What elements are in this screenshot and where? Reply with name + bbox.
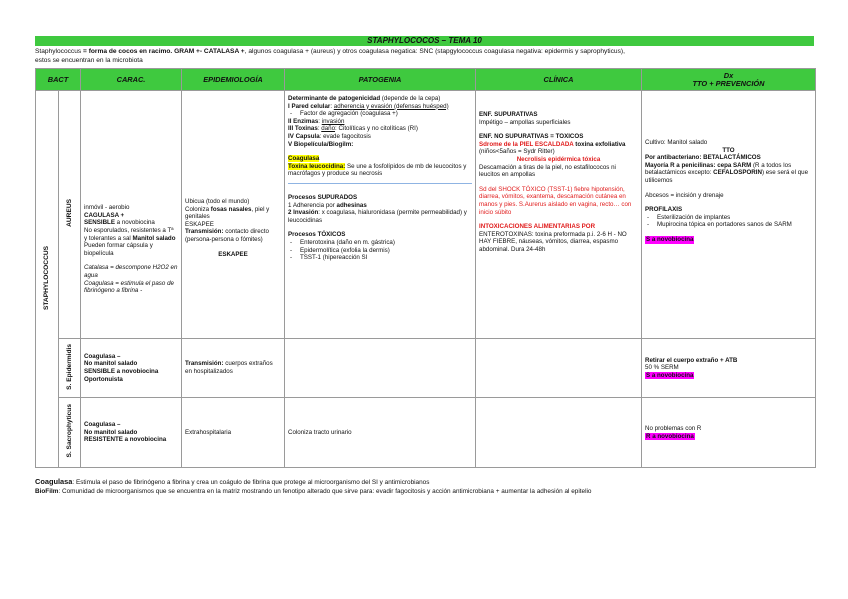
table-header-row — [36, 69, 816, 91]
header-dx-tto — [642, 69, 816, 91]
text-line: 1 Adherencia por — [288, 201, 337, 209]
text-line: Sdrome de la PIEL ESCALDADA — [479, 140, 574, 148]
text-line: a novobiocina — [122, 436, 167, 444]
text-line: I Pared celular — [288, 102, 331, 110]
epidermidis-epidemiologia — [182, 339, 285, 398]
text-line: Cultivo: Manitol salado — [645, 139, 708, 146]
text-line: Determinante de patogenicidad — [288, 95, 381, 102]
text-line: 50 % SERM — [645, 364, 679, 372]
text-line: Se une a fosfolípidos de mb de leucocitos y macrófagos y produce su necrosis — [288, 162, 467, 178]
table-row-epidermidis — [36, 339, 816, 398]
saprophyticus-tto — [642, 398, 816, 468]
text-line: Pueden formar cápsula y biopelícula — [84, 242, 153, 257]
text-line: : Citolíticas y no citolíticas (RI) — [335, 125, 418, 133]
text-line: 2 Invasión — [288, 209, 319, 217]
text-line: INTOXICACIONES ALIMENTARIAS POR — [479, 223, 596, 231]
saprophyticus-epidemiologia: Extrahospitalaria — [182, 398, 285, 468]
text-line: Transmisión: — [185, 228, 224, 236]
header-dx: Dx — [723, 70, 734, 80]
text-line: Procesos TÓXICOS — [288, 231, 346, 239]
text-line: Coagulasa = estimula el paso de fibrinógeno a fibrina - — [84, 279, 174, 295]
text-line: No esporulados, resistentes a Tª y tolerantes a sal — [84, 227, 174, 242]
text-line: RESISTENTE — [84, 436, 123, 444]
text-line: No manitol salado — [84, 428, 138, 436]
text-line: Manitol salado — [132, 234, 176, 242]
header-tto: TTO + PREVENCIÓN — [692, 78, 765, 88]
text-line: inmóvil - aerobio — [84, 204, 130, 212]
text-line: Procesos SUPURADOS — [288, 193, 358, 201]
text-line: No manitol salado — [84, 360, 138, 368]
text-line: III Toxinas — [288, 125, 318, 133]
text-line: : — [318, 117, 322, 125]
table-row-aureus — [36, 91, 816, 339]
divider — [288, 183, 472, 184]
text-line: Transmisión: — [185, 360, 224, 368]
text-line: adherencia y evasión (defensas huésped) — [333, 102, 449, 110]
text-line: ) ese será el que utilicemos — [645, 169, 809, 184]
list-item: - Factor de agregación (coagulasa +) — [300, 110, 472, 118]
text-line: , piel y genitales — [185, 205, 270, 221]
highlight-text: Toxina leucocidina: — [288, 162, 346, 170]
text-line: ENTEROTOXINAS: toxina preformada p.i. 2-6 H - NO HAY FIEBRE, náuseas, vómitos, diarrea, espasmo abdominal. Dura 24-48h — [479, 230, 627, 253]
text-line: SENSIBLE — [84, 219, 117, 227]
epidermidis-patogenia — [285, 339, 476, 398]
text-line: Por antibacteriano: — [645, 154, 704, 162]
list-item: - Mupirocina tópica en portadores sanos de SARM — [657, 221, 812, 229]
text-line: contacto directo (persona-persona o fómites) — [185, 228, 269, 243]
list-item: - Enterotoxina (daño en m. gástrica) — [300, 239, 472, 247]
text-line: II Enzimas — [288, 117, 319, 125]
text-line: TTO — [722, 146, 735, 154]
text-line: IV Capsula — [288, 132, 320, 140]
text-line: daño — [321, 125, 336, 133]
footnote-term: BioFilm — [35, 487, 59, 495]
page-title: STAPHYLOCOCOS – TEMA 10 — [35, 36, 814, 46]
text-line: V Biopelícula/Biogilm: — [288, 140, 354, 148]
novobiocina-badge: R a novobiocina — [646, 432, 694, 440]
intro-text-2: estos se encuentran en la microbiota — [35, 57, 143, 64]
text-line: Coloniza — [185, 205, 211, 213]
text-line: ESKAPEE — [218, 250, 248, 258]
epidermidis-clinica — [476, 339, 642, 398]
species-cell-saprophyticus — [59, 398, 81, 468]
intro-subject: Staphylococcus — [35, 48, 84, 55]
highlight-text: Coagulasa — [288, 155, 320, 163]
genus-cell — [36, 91, 59, 468]
text-line: Oportonuista — [84, 375, 123, 383]
header-carac: CARAC. — [81, 69, 182, 91]
list-item: - TSST-1 (hipereacción SI — [300, 254, 472, 262]
species-label-aureus: AUREUS — [65, 199, 73, 228]
text-line: adhesinas — [336, 201, 367, 209]
text-line: Abcesos = incisión y drenaje — [645, 191, 724, 199]
list-item: - Epidermolítica (exfolia la dermis) — [300, 247, 472, 255]
species-label-saprophyticus: S. Sacrophyticus — [65, 404, 73, 458]
text-line: toxina exfoliativa — [573, 140, 626, 148]
table-row-saprophyticus — [36, 398, 816, 468]
text-line: Sd del SHOCK TÓXICO (TSST-1) fiebre hipotensión, diarrea, vómitos, exantema, descamación cutánea en manos y pies. S.Aurerus aislado en vagina, recto… con inicio súbito — [479, 185, 632, 216]
aureus-clinica — [476, 91, 642, 339]
text-line: ESKAPEE — [185, 220, 214, 228]
novobiocina-badge: S a novobiocina — [646, 371, 694, 379]
header-bact: BACT — [36, 69, 81, 91]
text-line: : — [317, 125, 322, 133]
text-line: CEFALOSPORIN — [713, 169, 762, 177]
text-line: : evade fagocitosis — [319, 132, 371, 140]
text-line: fosas nasales — [210, 205, 252, 213]
staphylococcus-table — [35, 68, 816, 468]
intro-paragraph — [35, 47, 815, 65]
footnotes — [35, 478, 825, 496]
text-line: Coagulasa – — [84, 352, 121, 360]
aureus-patogenia — [285, 91, 476, 339]
text-line: Retirar el cuerpo extraño + ATB — [645, 356, 738, 364]
intro-text: , algunos coagulasa + (aureus) y otros coagulasa negatica: SNC (stapgylococcus coagulasa negativa: epidermis y saprophyticus), — [244, 48, 625, 55]
text-line: Impétigo – ampollas superficiales — [479, 118, 571, 126]
novobiocina-badge: S a novobiocina — [646, 235, 694, 243]
text-line: invasión — [321, 117, 345, 125]
epidermidis-tto — [642, 339, 816, 398]
list-item: - Esterilización de implantes — [657, 214, 812, 222]
text-line: : — [330, 102, 334, 110]
aureus-tto — [642, 91, 816, 339]
text-line: (depende de la cepa) — [380, 95, 441, 102]
footnote-text: : Comunidad de microorganismos que se encuentra en la matriz mostrando un fenotipo alterado que sirve para: evadir fagocitosis y acción antimicrobiana + aumentar la adhesión al epitelio — [58, 487, 592, 495]
saprophyticus-carac — [81, 398, 182, 468]
text-line: No problemas con R — [645, 424, 702, 432]
text-line: : x coagulasa, hialuronidasa (permite permeabilidad) y leucocidinas — [288, 209, 467, 224]
species-cell-epidermidis — [59, 339, 81, 398]
header-patogenia: PATOGENIA — [285, 69, 476, 91]
saprophyticus-patogenia: Coloniza tracto urinario — [285, 398, 476, 468]
text-line: CAGULASA + — [84, 211, 125, 219]
text-line: Descamación a tiras de la piel, no estafilococos ni leucitos en ampollas — [479, 163, 616, 179]
footnote-term: Coagulasa — [35, 477, 73, 486]
text-line: a novobiocina — [116, 219, 155, 227]
footnote-text: : Estimula el paso de fibrinógeno a fibrina y crea un coágulo de fibrina que protege al microorganismo del SI y antimicrobianos — [72, 479, 430, 486]
saprophyticus-clinica — [476, 398, 642, 468]
text-line: Mayoría R a penicilinas: cepa SARM — [645, 161, 752, 169]
epidermidis-carac — [81, 339, 182, 398]
text-line: PROFILAXIS — [645, 206, 683, 214]
text-line: SENSIBLE a novobiocina — [84, 368, 159, 375]
text-line: ENF. SUPURATIVAS — [479, 111, 538, 118]
text-line: (R a todos los betalactámicos excepto: — [645, 161, 792, 177]
text-line: ENF. NO SUPURATIVAS = TOXICOS — [479, 133, 584, 141]
species-cell-aureus — [59, 91, 81, 339]
text-line: Ubicua (todo el mundo) — [185, 198, 250, 205]
genus-label: STAPHYLOCOCCUS — [43, 245, 51, 310]
intro-key-facts: = forma de cocos en racimo. GRAM +- CATALASA + — [83, 48, 245, 55]
text-line: Coagulasa – — [84, 421, 121, 429]
header-epidemiologia: EPIDEMIOLOGÍA — [182, 69, 285, 91]
aureus-epidemiologia — [182, 91, 285, 339]
text-line: Necrolisis epidérmica tóxica — [516, 155, 601, 163]
aureus-carac — [81, 91, 182, 339]
text-line: Catalasa = descompone H2O2 en agua — [84, 264, 178, 279]
text-line: (niños<5años = Sydr Ritter) — [479, 148, 555, 156]
text-line: cuerpos extraños en hospitalizados — [185, 360, 273, 375]
header-clinica: CLÍNICA — [476, 69, 642, 91]
species-label-epidermidis: S. Epidermidis — [65, 343, 73, 390]
text-line: BETALACTÁMICOS — [703, 154, 761, 162]
